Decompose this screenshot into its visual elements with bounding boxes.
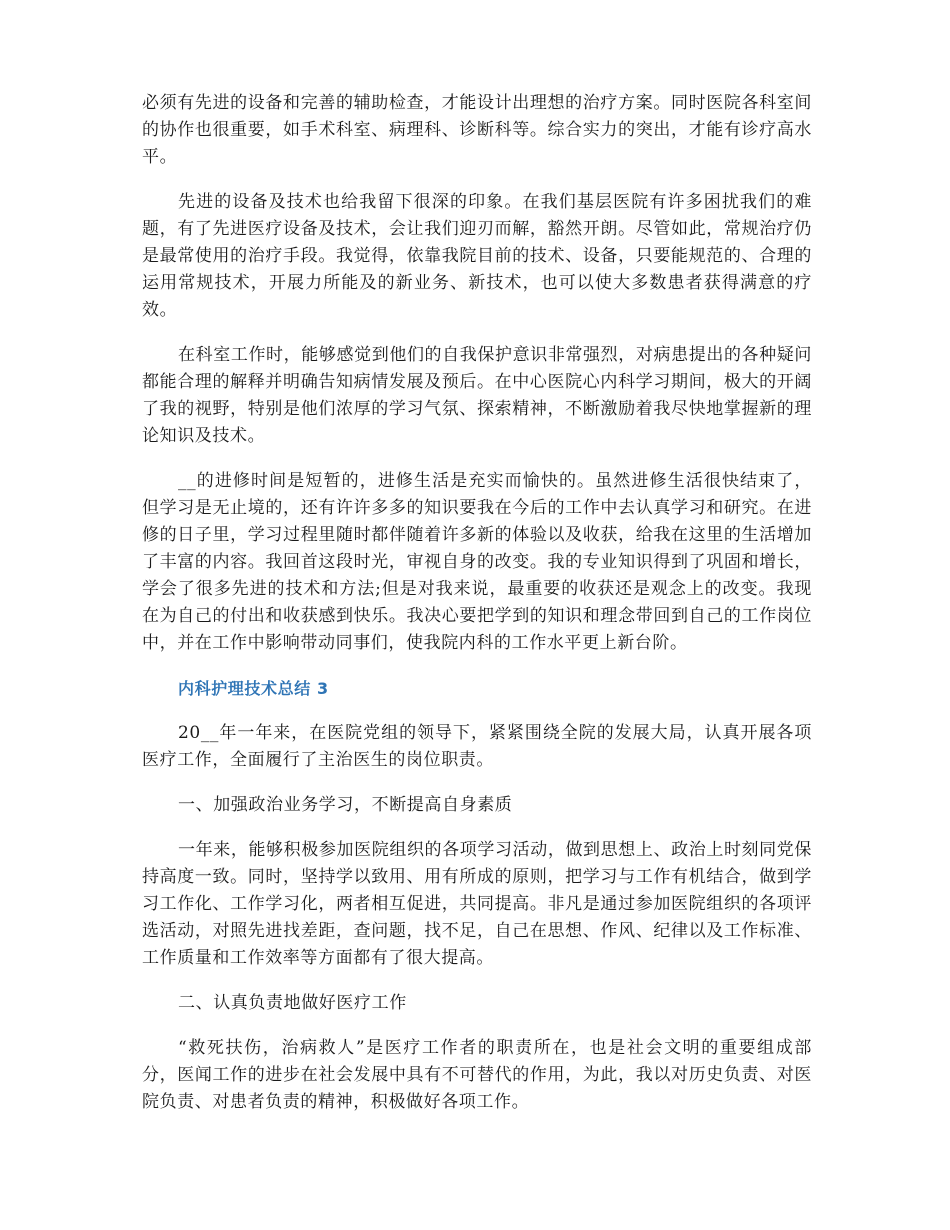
subheading-2: 二、认真负责地做好医疗工作 — [178, 993, 407, 1013]
subheading-1: 一、加强政治业务学习，不断提高自身素质 — [178, 795, 513, 815]
paragraph-5: 20__年一年来，在医院党组的领导下，紧紧围绕全院的发展大局，认真开展各项医疗工作，全面履行了主治医生的岗位职责。 — [142, 723, 812, 770]
paragraph-2: 先进的设备及技术也给我留下很深的印象。在我们基层医院有许多困扰我们的难题，有了先进医疗设备及技术，会让我们迎刃而解，豁然开朗。尽管如此，常规治疗仍是最常使用的治疗手段。我觉得，依靠我院目前的技术、设备，只要能规范的、合理的运用常规技术，开展力所能及的新业务、新技术，也可以使大多数患者获得满意的疗效。 — [142, 192, 812, 320]
paragraph-3: 在科室工作时，能够感觉到他们的自我保护意识非常强烈，对病患提出的各种疑问都能合理的解释并明确告知病情发展及预后。在中心医院心内科学习期间，极大的开阔了我的视野，特别是他们浓厚的学习气氛、探索精神，不断激励着我尽快地掌握新的理论知识及技术。 — [142, 345, 812, 446]
paragraph-1: 必须有先进的设备和完善的辅助检查，才能设计出理想的治疗方案。同时医院各科室间的协作也很重要，如手术科室、病理科、诊断科等。综合实力的突出，才能有诊疗高水平。 — [142, 93, 812, 167]
document-page — [142, 90, 812, 1134]
paragraph-7: “救死扶伤，治病救人”是医疗工作者的职责所在，也是社会文明的重要组成部分，医闻工作的进步在社会发展中具有不可替代的作用，为此，我以对历史负责、对医院负责、对患者负责的精神，积极做好各项工作。 — [142, 1038, 812, 1112]
section-heading: 内科护理技术总结 3 — [178, 679, 329, 698]
paragraph-4: __的进修时间是短暂的，进修生活是充实而愉快的。虽然进修生活很快结束了，但学习是无止境的，还有许许多多的知识要我在今后的工作中去认真学习和研究。在进修的日子里，学习过程里随时都伴随着许多新的体验以及收获，给我在这里的生活增加了丰富的内容。我回首这段时光，审视自身的改变。我的专业知识得到了巩固和增长，学会了很多先进的技术和方法;但是对我来说，最重要的收获还是观念上的改变。我现在为自己的付出和收获感到快乐。我决心要把学到的知识和理念带回到自己的工作岗位中，并在工作中影响带动同事们，使我院内科的工作水平更上新台阶。 — [142, 471, 812, 653]
paragraph-6: 一年来，能够积极参加医院组织的各项学习活动，做到思想上、政治上时刻同党保持高度一致。同时，坚持学以致用、用有所成的原则，把学习与工作有机结合，做到学习工作化、工作学习化，两者相互促进，共同提高。非凡是通过参加医院组织的各项评选活动，对照先进找差距，查问题，找不足，自己在思想、作风、纪律以及工作标准、工作质量和工作效率等方面都有了很大提高。 — [142, 840, 812, 968]
